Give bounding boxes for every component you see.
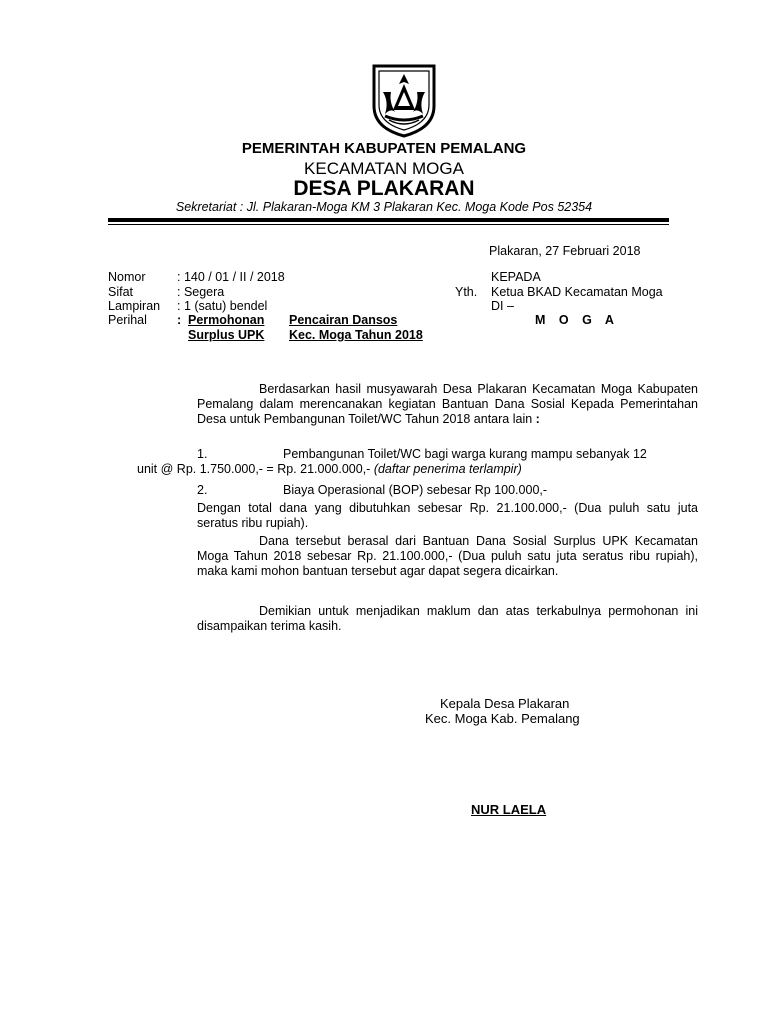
sifat-label: Sifat [108, 285, 134, 299]
lampiran-value: : 1 (satu) bendel [177, 299, 268, 313]
list-item-2-number: 2. [197, 483, 208, 497]
recipient-city: M O G A [535, 313, 619, 327]
body-paragraph-1-text: Berdasarkan hasil musyawarah Desa Plakaran Kecamatan Moga Kabupaten Pemalang dalam merencanakan kegiatan Bantuan Dana Sosial Kepada Pemerintahan Desa untuk Pembangunan Toilet/WC Tahun 2018 antara lain [197, 382, 698, 426]
perihal-line1b: Pencairan Dansos [289, 313, 398, 327]
body-paragraph-1 [197, 382, 698, 427]
regency-emblem-icon [371, 62, 437, 138]
secretariat-address: Sekretariat : Jl. Plakaran-Moga KM 3 Plakaran Kec. Moga Kode Pos 52354 [175, 200, 593, 214]
perihal-line1a: Permohonan [188, 313, 265, 327]
signatory-name: NUR LAELA [471, 802, 547, 817]
nomor-value: : 140 / 01 / II / 2018 [177, 270, 285, 284]
recipient-kepada: KEPADA [491, 270, 541, 284]
list-item-1-amount: unit @ Rp. 1.750.000,- = Rp. 21.000.000,- [137, 462, 371, 476]
signature-title-1: Kepala Desa Plakaran [440, 696, 570, 711]
recipient-yth: Yth. [455, 285, 478, 299]
header-divider-thick [108, 218, 669, 222]
body-paragraph-1-colon: : [535, 412, 540, 426]
signature-title-2: Kec. Moga Kab. Pemalang [425, 711, 580, 726]
nomor-label: Nomor [108, 270, 146, 284]
list-item-1 [137, 447, 698, 477]
list-item-1-number: 1. [197, 447, 208, 461]
header-divider-thin [108, 224, 669, 225]
list-item-1-note: (daftar penerima terlampir) [373, 462, 522, 476]
district-heading: KECAMATAN MOGA [304, 159, 464, 178]
village-heading: DESA PLAKARAN [293, 177, 475, 200]
perihal-colon: : [177, 313, 182, 327]
list-item-2-text: Biaya Operasional (BOP) sebesar Rp 100.000,- [283, 483, 548, 497]
sifat-value: : Segera [177, 285, 225, 299]
perihal-line2b: Kec. Moga Tahun 2018 [289, 328, 423, 342]
perihal-line2a: Surplus UPK [188, 328, 265, 342]
government-heading: PEMERINTAH KABUPATEN PEMALANG [241, 140, 527, 157]
list-item-1-text: Pembangunan Toilet/WC bagi warga kurang mampu sebanyak 12 [283, 447, 647, 461]
lampiran-label: Lampiran [108, 299, 161, 313]
recipient-name: Ketua BKAD Kecamatan Moga [491, 285, 663, 299]
recipient-di: DI – [491, 299, 514, 313]
body-paragraph-4: Demikian untuk menjadikan maklum dan atas terkabulnya permohonan ini disampaikan terima kasih. [197, 604, 698, 633]
body-paragraph-3: Dana tersebut berasal dari Bantuan Dana Sosial Surplus UPK Kecamatan Moga Tahun 2018 sebesar Rp. 21.100.000,- (Dua puluh satu juta seratus ribu rupiah), maka kami mohon bantuan tersebut agar dapat segera dicairkan. [197, 534, 698, 578]
place-date: Plakaran, 27 Februari 2018 [489, 244, 641, 258]
body-paragraph-2: Dengan total dana yang dibutuhkan sebesar Rp. 21.100.000,- (Dua puluh satu juta seratus ribu rupiah). [197, 501, 698, 530]
perihal-label: Perihal [108, 313, 147, 327]
